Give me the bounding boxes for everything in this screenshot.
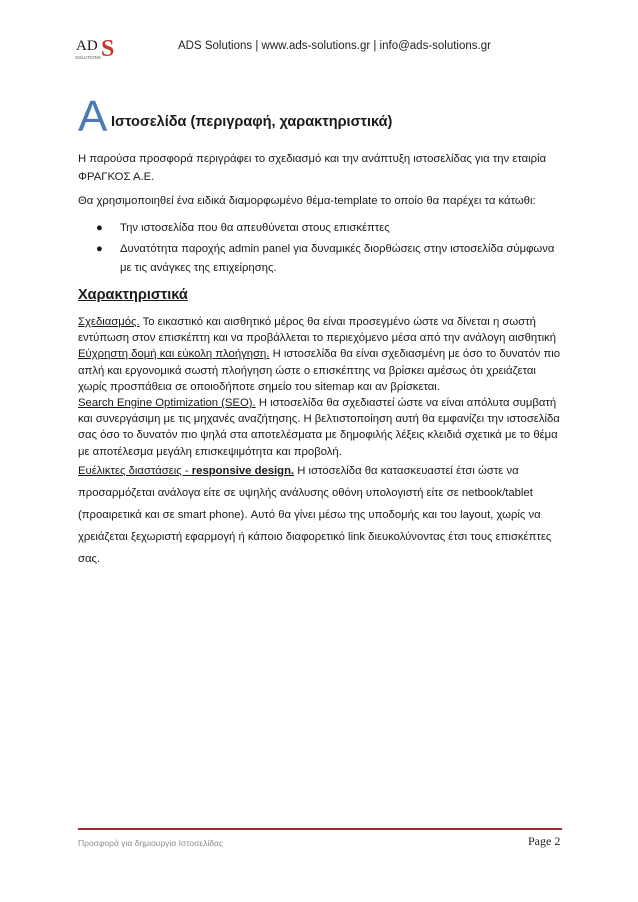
section-letter: A bbox=[78, 92, 108, 141]
feature-resp-bold: responsive design. bbox=[191, 464, 295, 477]
list-item: ● Την ιστοσελίδα που θα απευθύνεται στους επισκέπτες bbox=[78, 219, 562, 238]
features-body bbox=[78, 314, 562, 570]
feature-navigation: Εύχρηστη δομή και εύκολη πλοήγηση. Η ιστοσελίδα θα είναι σχεδιασμένη με όσο το δυνατόν πιο απλή και εργονομικά σωστή πλοήγηση ώστε ο επισκέπτης να βρίσκει αμέσως ότι χρειάζεται χωρίς προσπάθεια σε οποιοδήποτε σημείο του sitemap και αν βρίσκεται. bbox=[78, 348, 561, 393]
feature-seo-label: Search Engine Optimization (SEO). bbox=[78, 397, 256, 410]
header-contact: ADS Solutions | www.ads-solutions.gr | info@ads-solutions.gr bbox=[178, 40, 491, 52]
feature-design-label: Σχεδιασμός. bbox=[78, 316, 140, 328]
page-header bbox=[0, 0, 638, 70]
svg-text:SOLUTIONS: SOLUTIONS bbox=[75, 55, 102, 60]
section-heading: Ιστοσελίδα (περιγραφή, χαρακτηριστικά) bbox=[111, 114, 393, 130]
footer-divider bbox=[78, 828, 562, 830]
intro-paragraph-2: Θα χρησιμοποιηθεί ένα ειδικά διαμορφωμένο θέμα-template το οποίο θα παρέχει τα κάτωθι: bbox=[78, 195, 536, 207]
feature-seo: Search Engine Optimization (SEO). Η ιστοσελίδα θα σχεδιαστεί ώστε να είναι απόλυτα συμβατή και συνεργάσιμη με τις μηχανές αναζήτησης. Η βελτιστοποίηση αυτή θα εμφανίζει την ιστοσελίδα σας όσο το δυνατόν πιο ψηλά στα αποτελέσματα με δημοφιλής λέξεις κλειδιά σχετικά με το θέμα με αποτέλεσμα μεγάλη επισκεψιμότητα και προβολή. bbox=[78, 397, 560, 458]
intro-paragraph-1: Η παρούσα προσφορά περιγράφει το σχεδιασμό και την ανάπτυξη ιστοσελίδας για την εταιρία ΦΡΑΓΚΟΣ Α.Ε. bbox=[78, 153, 547, 183]
feature-nav-label: Εύχρηστη δομή και εύκολη πλοήγηση. bbox=[78, 348, 270, 361]
feature-responsive: Ευέλικτες διαστάσεις - responsive design. Η ιστοσελίδα θα κατασκευαστεί έτσι ώστε να προσαρμόζεται ανάλογα είτε σε υψηλής ανάλυσης οθόνη υπολογιστή είτε σε netbook/tablet (προαιρετικά και σε smart phone). Αυτό θα γίνει μέσω της υποδομής και του layout, χωρίς να χρειάζεται ξεχωριστή εφαρμογή ή κάποιο διαφορετικό link διευκολύνοντας έτσι τους επισκέπτες σας. bbox=[78, 464, 552, 565]
bullet-icon: ● bbox=[96, 222, 103, 234]
feature-resp-label: Ευέλικτες διαστάσεις - bbox=[78, 464, 192, 477]
features-heading: Χαρακτηριστικά bbox=[78, 287, 188, 303]
page-number: Page 2 bbox=[528, 834, 561, 848]
bullet-list bbox=[78, 219, 562, 280]
svg-text:S: S bbox=[101, 36, 115, 62]
footer-title: Προσφορά για δημιουργία Ιστοσελίδας bbox=[78, 838, 224, 848]
bullet-icon: ● bbox=[96, 243, 103, 255]
ads-logo bbox=[74, 34, 126, 64]
svg-text:AD: AD bbox=[76, 38, 98, 54]
list-item: ● Δυνατότητα παροχής admin panel για δυναμικές διορθώσεις στην ιστοσελίδα σύμφωνα με τις ανάγκες της επιχείρησης. bbox=[78, 240, 562, 278]
feature-design: Σχεδιασμός. Το εικαστικό και αισθητικό μέρος θα είναι προσεγμένο ώστε να δίνεται η σωστή εντύπωση στον επισκέπτη και να προβάλλεται το περιεχόμενο μέσα από την ανάλογη αισθητική bbox=[78, 316, 557, 345]
